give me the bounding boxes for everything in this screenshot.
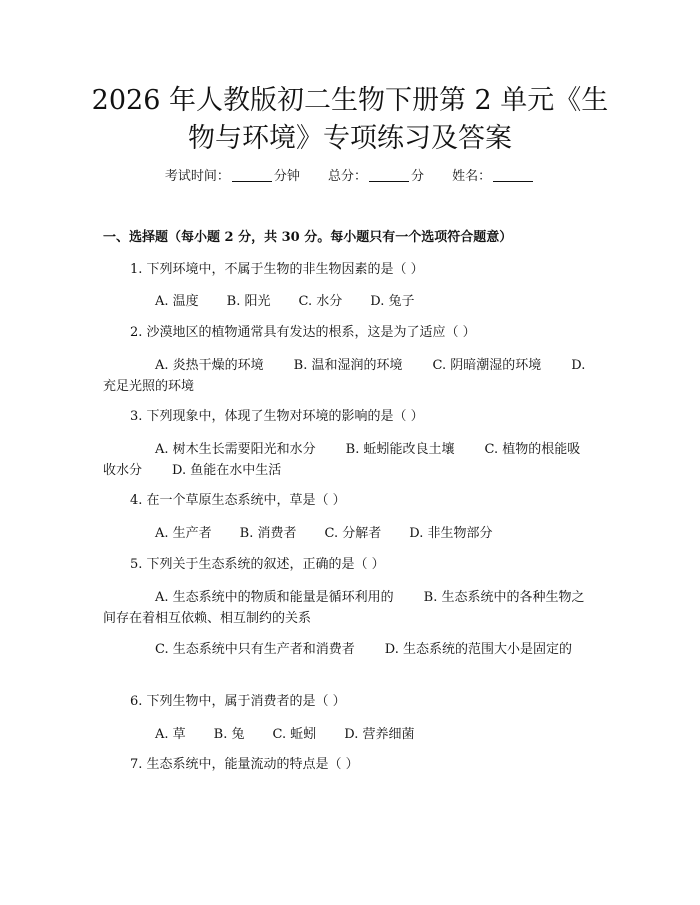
option: B. 温和湿润的环境 (293, 358, 403, 373)
exam-time-blank (232, 168, 272, 182)
option: C. 蚯蚓 (272, 727, 317, 742)
option: C. 阴暗潮湿的环境 (432, 358, 542, 373)
question-stem: 7. 生态系统中，能量流动的特点是（ ） (130, 757, 359, 772)
exam-time-unit: 分钟 (273, 169, 300, 184)
option: A. 生态系统中的物质和能量是循环利用的 (155, 590, 394, 605)
total-label: 总分： (327, 169, 367, 184)
question-options (103, 523, 593, 544)
section-heading: 一、选择题（每小题 2 分，共 30 分。每小题只有一个选项符合题意） (103, 230, 513, 245)
name-blank (493, 168, 533, 182)
option: A. 生产者 (155, 526, 212, 541)
option: D. 兔子 (370, 294, 415, 309)
total-blank (369, 168, 409, 182)
total-unit: 分 (411, 169, 425, 184)
option: B. 消费者 (239, 526, 297, 541)
option: D. 生态系统的范围大小是固定的 (384, 642, 572, 657)
option: C. 生态系统中只有生产者和消费者 (155, 642, 355, 657)
option: C. 植物的根能吸收水分 (103, 442, 581, 478)
question-options (103, 355, 593, 397)
exam-meta (0, 168, 700, 186)
option: B. 蚯蚓能改良土壤 (345, 442, 455, 457)
exam-time-label: 考试时间： (164, 169, 230, 184)
question-options (103, 439, 593, 481)
option: A. 草 (155, 727, 186, 742)
question-options (103, 587, 593, 629)
option: D. 营养细菌 (344, 727, 415, 742)
question-stem: 2. 沙漠地区的植物通常具有发达的根系，这是为了适应（ ） (130, 325, 476, 340)
option: B. 兔 (213, 727, 245, 742)
name-label: 姓名： (452, 169, 492, 184)
question-stem: 1. 下列环境中，不属于生物的非生物因素的是（ ） (130, 262, 424, 277)
option: D. 充足光照的环境 (103, 358, 586, 394)
option: C. 分解者 (324, 526, 382, 541)
question-options (103, 291, 593, 312)
question-stem: 5. 下列关于生态系统的叙述，正确的是（ ） (130, 557, 385, 572)
option: A. 炎热干燥的环境 (155, 358, 264, 373)
question-stem: 6. 下列生物中，属于消费者的是（ ） (130, 694, 346, 709)
question-stem: 3. 下列现象中，体现了生物对环境的影响的是（ ） (130, 409, 424, 424)
option: D. 鱼能在水中生活 (172, 463, 282, 478)
option: D. 非生物部分 (409, 526, 493, 541)
question-stem: 4. 在一个草原生态系统中，草是（ ） (130, 493, 346, 508)
option: B. 生态系统中的各种生物之间存在着相互依赖、相互制约的关系 (103, 590, 585, 626)
page-title: 2026 年人教版初二生物下册第 2 单元《生物与环境》专项练习及答案 (91, 85, 609, 154)
question-options (103, 639, 593, 660)
option: A. 温度 (155, 294, 199, 309)
option: C. 水分 (298, 294, 343, 309)
option: A. 树木生长需要阳光和水分 (155, 442, 316, 457)
question-options (103, 724, 593, 745)
option: B. 阳光 (226, 294, 271, 309)
